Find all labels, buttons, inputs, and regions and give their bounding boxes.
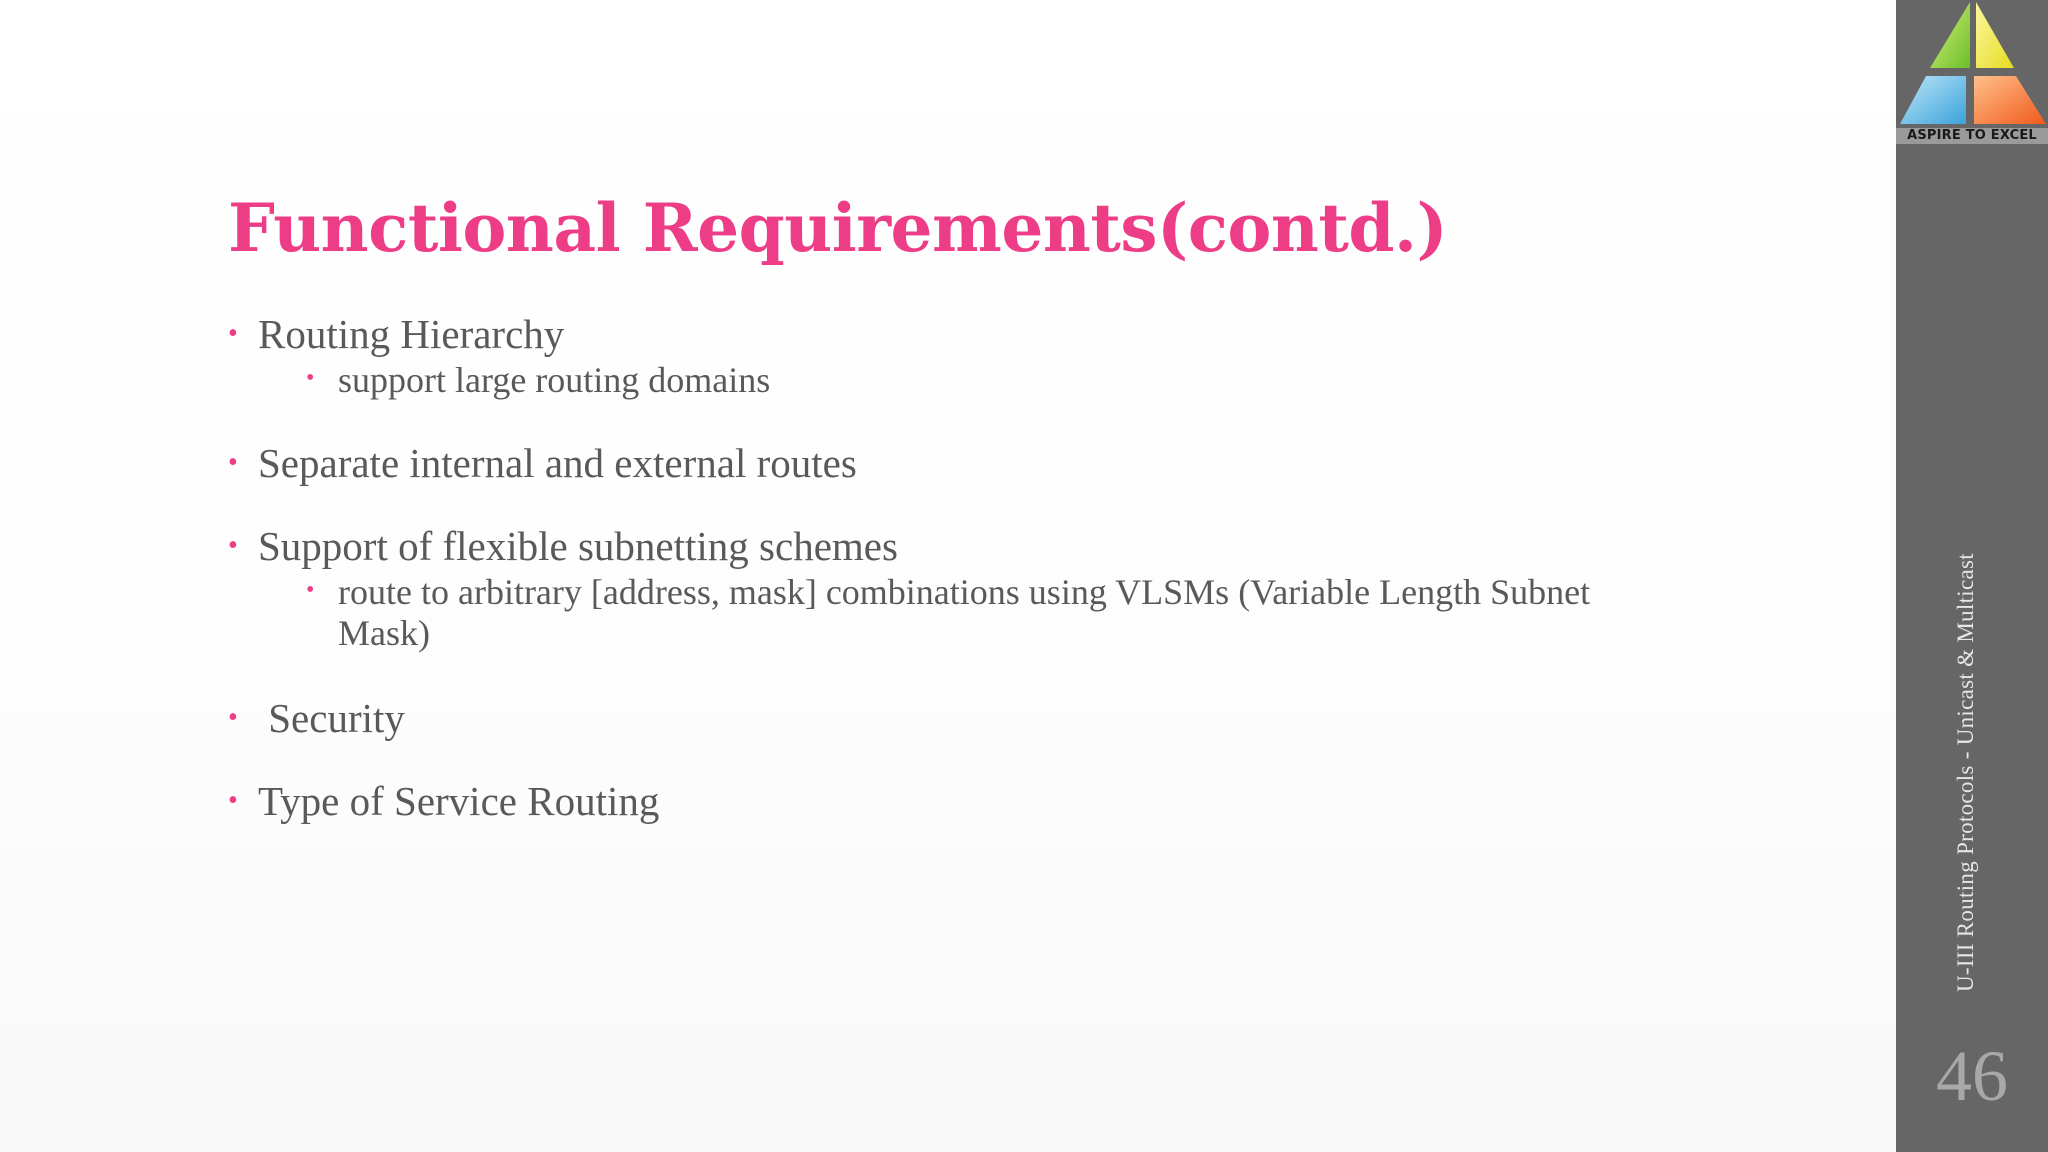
bullet-icon: • [228,530,238,561]
bullet-icon: • [306,365,315,391]
bullet-text: Routing Hierarchy [258,311,565,357]
bullet-icon: • [306,577,315,603]
logo-text: ASPIRE TO EXCEL [1896,128,2048,144]
sub-bullet-item [306,572,1638,654]
bullet-icon: • [228,318,238,349]
slide-title: Functional Requirements(contd.) [228,189,1448,267]
bullet-item [226,694,1666,742]
page-number: 46 [1936,1036,2008,1116]
vertical-caption: U-III Routing Protocols - Unicast & Multicast [1953,553,1978,992]
bullet-icon: • [228,702,238,733]
sub-bullet-item [306,360,1666,401]
bullet-item [226,310,1666,401]
bullet-icon: • [228,785,238,816]
sub-bullet-text: support large routing domains [338,360,771,400]
bullet-text: Support of flexible subnetting schemes [258,523,898,569]
bullet-item [226,522,1666,654]
bullet-icon: • [228,447,238,478]
bullet-text: Separate internal and external routes [258,440,857,486]
bullet-list [226,310,1666,825]
bullet-item [226,439,1666,487]
sidebar [1896,0,2048,1152]
bullet-item [226,777,1666,825]
bullet-text: Type of Service Routing [258,778,660,824]
bullet-text: Security [258,695,405,741]
pyramid-logo-icon [1896,0,2048,148]
sub-bullet-text: route to arbitrary [address, mask] combinations using VLSMs (Variable Length Subnet Mask) [338,572,1591,653]
